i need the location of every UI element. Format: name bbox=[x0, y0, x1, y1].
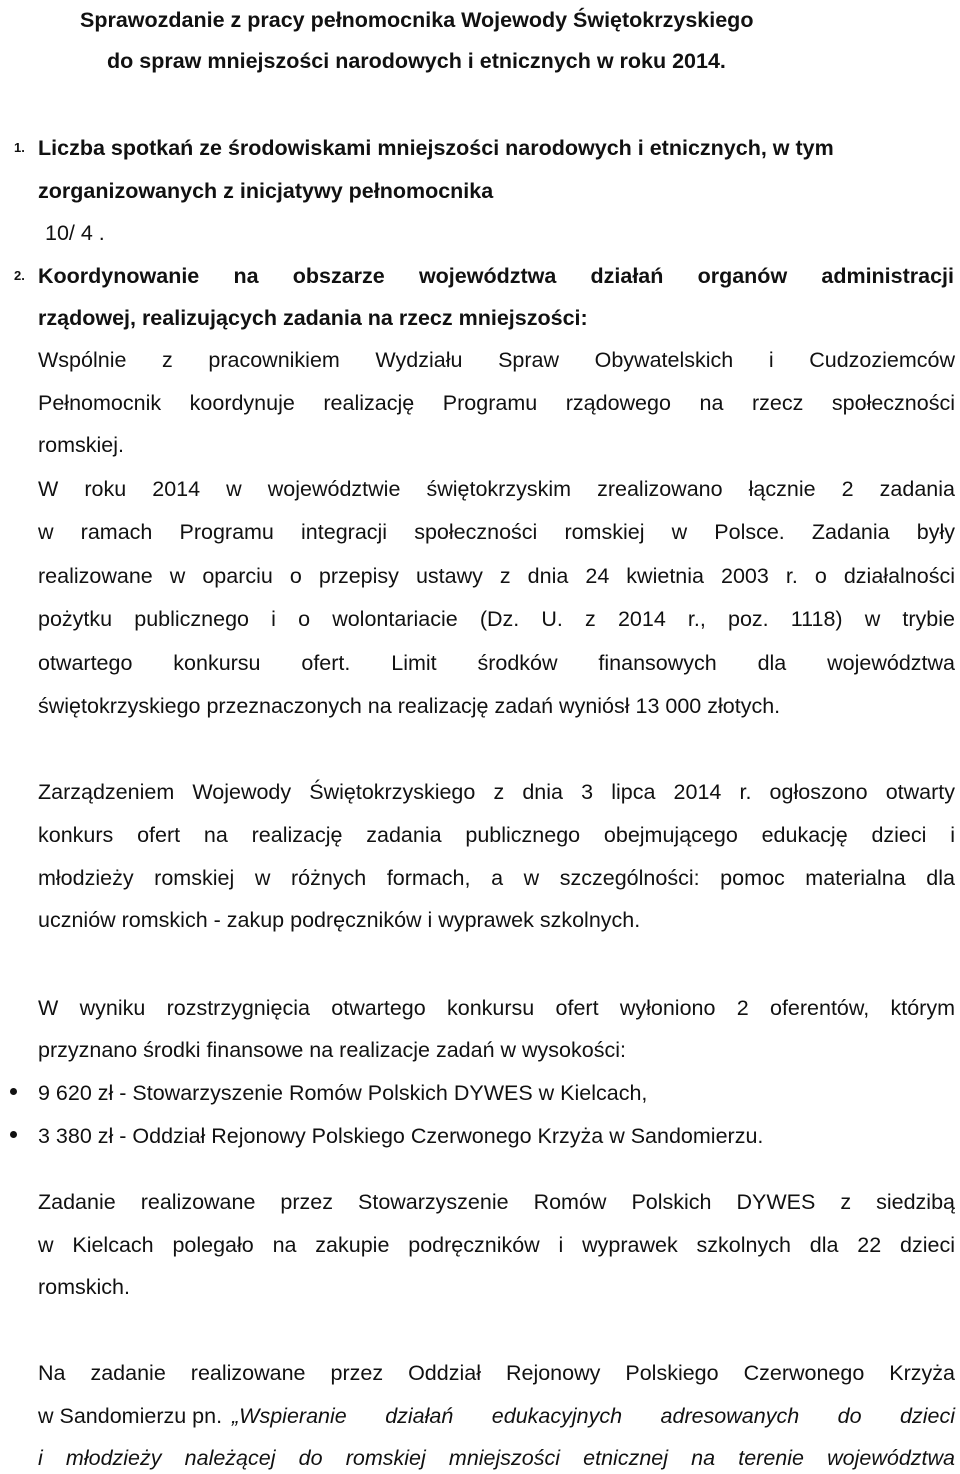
bullet-item-2: 3 380 zł - Oddział Rejonowy Polskiego Czerwonego Krzyża w Sandomierzu. bbox=[38, 1124, 764, 1148]
paragraph-6-line-2 bbox=[38, 1403, 955, 1429]
paragraph-3-line-3: młodzieży romskiej w różnych formach, a w szczególności: pomoc materialna dla bbox=[38, 866, 955, 890]
paragraph-2-line-3: realizowane w oparciu o przepisy ustawy z dnia 24 kwietnia 2003 r. o działalności bbox=[38, 564, 955, 588]
paragraph-4-line-2: przyznano środki finansowe na realizacje zadań w wysokości: bbox=[38, 1038, 626, 1062]
section-1-heading-line-1: Liczba spotkań ze środowiskami mniejszości narodowych i etnicznych, w tym bbox=[38, 136, 834, 160]
bullet-item-1: 9 620 zł - Stowarzyszenie Romów Polskich DYWES w Kielcach, bbox=[38, 1081, 648, 1105]
document-title-line-2: do spraw mniejszości narodowych i etnicznych w roku 2014. bbox=[107, 49, 726, 73]
paragraph-2-line-4: pożytku publicznego i o wolontariacie (Dz. U. z 2014 r., poz. 1118) w trybie bbox=[38, 607, 955, 631]
paragraph-2-line-5: otwartego konkursu ofert. Limit środków finansowych dla województwa bbox=[38, 651, 955, 675]
document-title-line-1: Sprawozdanie z pracy pełnomocnika Wojewody Świętokrzyskiego bbox=[80, 8, 754, 32]
paragraph-3-line-2: konkurs ofert na realizację zadania publicznego obejmującego edukację dzieci i bbox=[38, 823, 955, 847]
paragraph-3-line-1: Zarządzeniem Wojewody Świętokrzyskiego z dnia 3 lipca 2014 r. ogłoszono otwarty bbox=[38, 780, 955, 804]
paragraph-2-line-2: w ramach Programu integracji społeczności romskiej w Polsce. Zadania były bbox=[38, 520, 955, 544]
section-1-number: 1. bbox=[14, 140, 25, 155]
section-1-heading-line-2: zorganizowanych z inicjatywy pełnomocnika bbox=[38, 179, 494, 203]
section-1-value: 10/ 4 . bbox=[45, 221, 105, 245]
paragraph-6-line-2-italic: „Wspieranie działań edukacyjnych adresowanych do dzieci bbox=[232, 1404, 955, 1428]
paragraph-5-line-3: romskich. bbox=[38, 1275, 130, 1299]
bullet-dot bbox=[10, 1088, 17, 1095]
paragraph-1-line-3: romskiej. bbox=[38, 433, 125, 457]
section-2-heading-line-1: Koordynowanie na obszarze województwa działań organów administracji bbox=[38, 264, 954, 288]
paragraph-6-line-2-normal: w Sandomierzu pn. bbox=[38, 1404, 229, 1428]
paragraph-6-line-1: Na zadanie realizowane przez Oddział Rejonowy Polskiego Czerwonego Krzyża bbox=[38, 1361, 955, 1385]
paragraph-1-line-1: Wspólnie z pracownikiem Wydziału Spraw Obywatelskich i Cudzoziemców bbox=[38, 348, 955, 372]
paragraph-3-line-4: uczniów romskich - zakup podręczników i wyprawek szkolnych. bbox=[38, 908, 641, 932]
paragraph-2-line-1: W roku 2014 w województwie świętokrzyskim zrealizowano łącznie 2 zadania bbox=[38, 477, 955, 501]
paragraph-6-line-3: i młodzieży należącej do romskiej mniejszości etnicznej na terenie województwa bbox=[38, 1446, 955, 1470]
paragraph-1-line-2: Pełnomocnik koordynuje realizację Programu rządowego na rzecz społeczności bbox=[38, 391, 955, 415]
section-2-heading-line-2: rządowej, realizujących zadania na rzecz mniejszości: bbox=[38, 306, 588, 330]
paragraph-5-line-1: Zadanie realizowane przez Stowarzyszenie Romów Polskich DYWES z siedzibą bbox=[38, 1190, 955, 1214]
paragraph-4-line-1: W wyniku rozstrzygnięcia otwartego konkursu ofert wyłoniono 2 oferentów, którym bbox=[38, 996, 955, 1020]
bullet-dot bbox=[10, 1131, 17, 1138]
section-2-number: 2. bbox=[14, 268, 25, 283]
paragraph-2-line-6: świętokrzyskiego przeznaczonych na realizację zadań wyniósł 13 000 złotych. bbox=[38, 694, 781, 718]
paragraph-5-line-2: w Kielcach polegało na zakupie podręczników i wyprawek szkolnych dla 22 dzieci bbox=[38, 1233, 955, 1257]
